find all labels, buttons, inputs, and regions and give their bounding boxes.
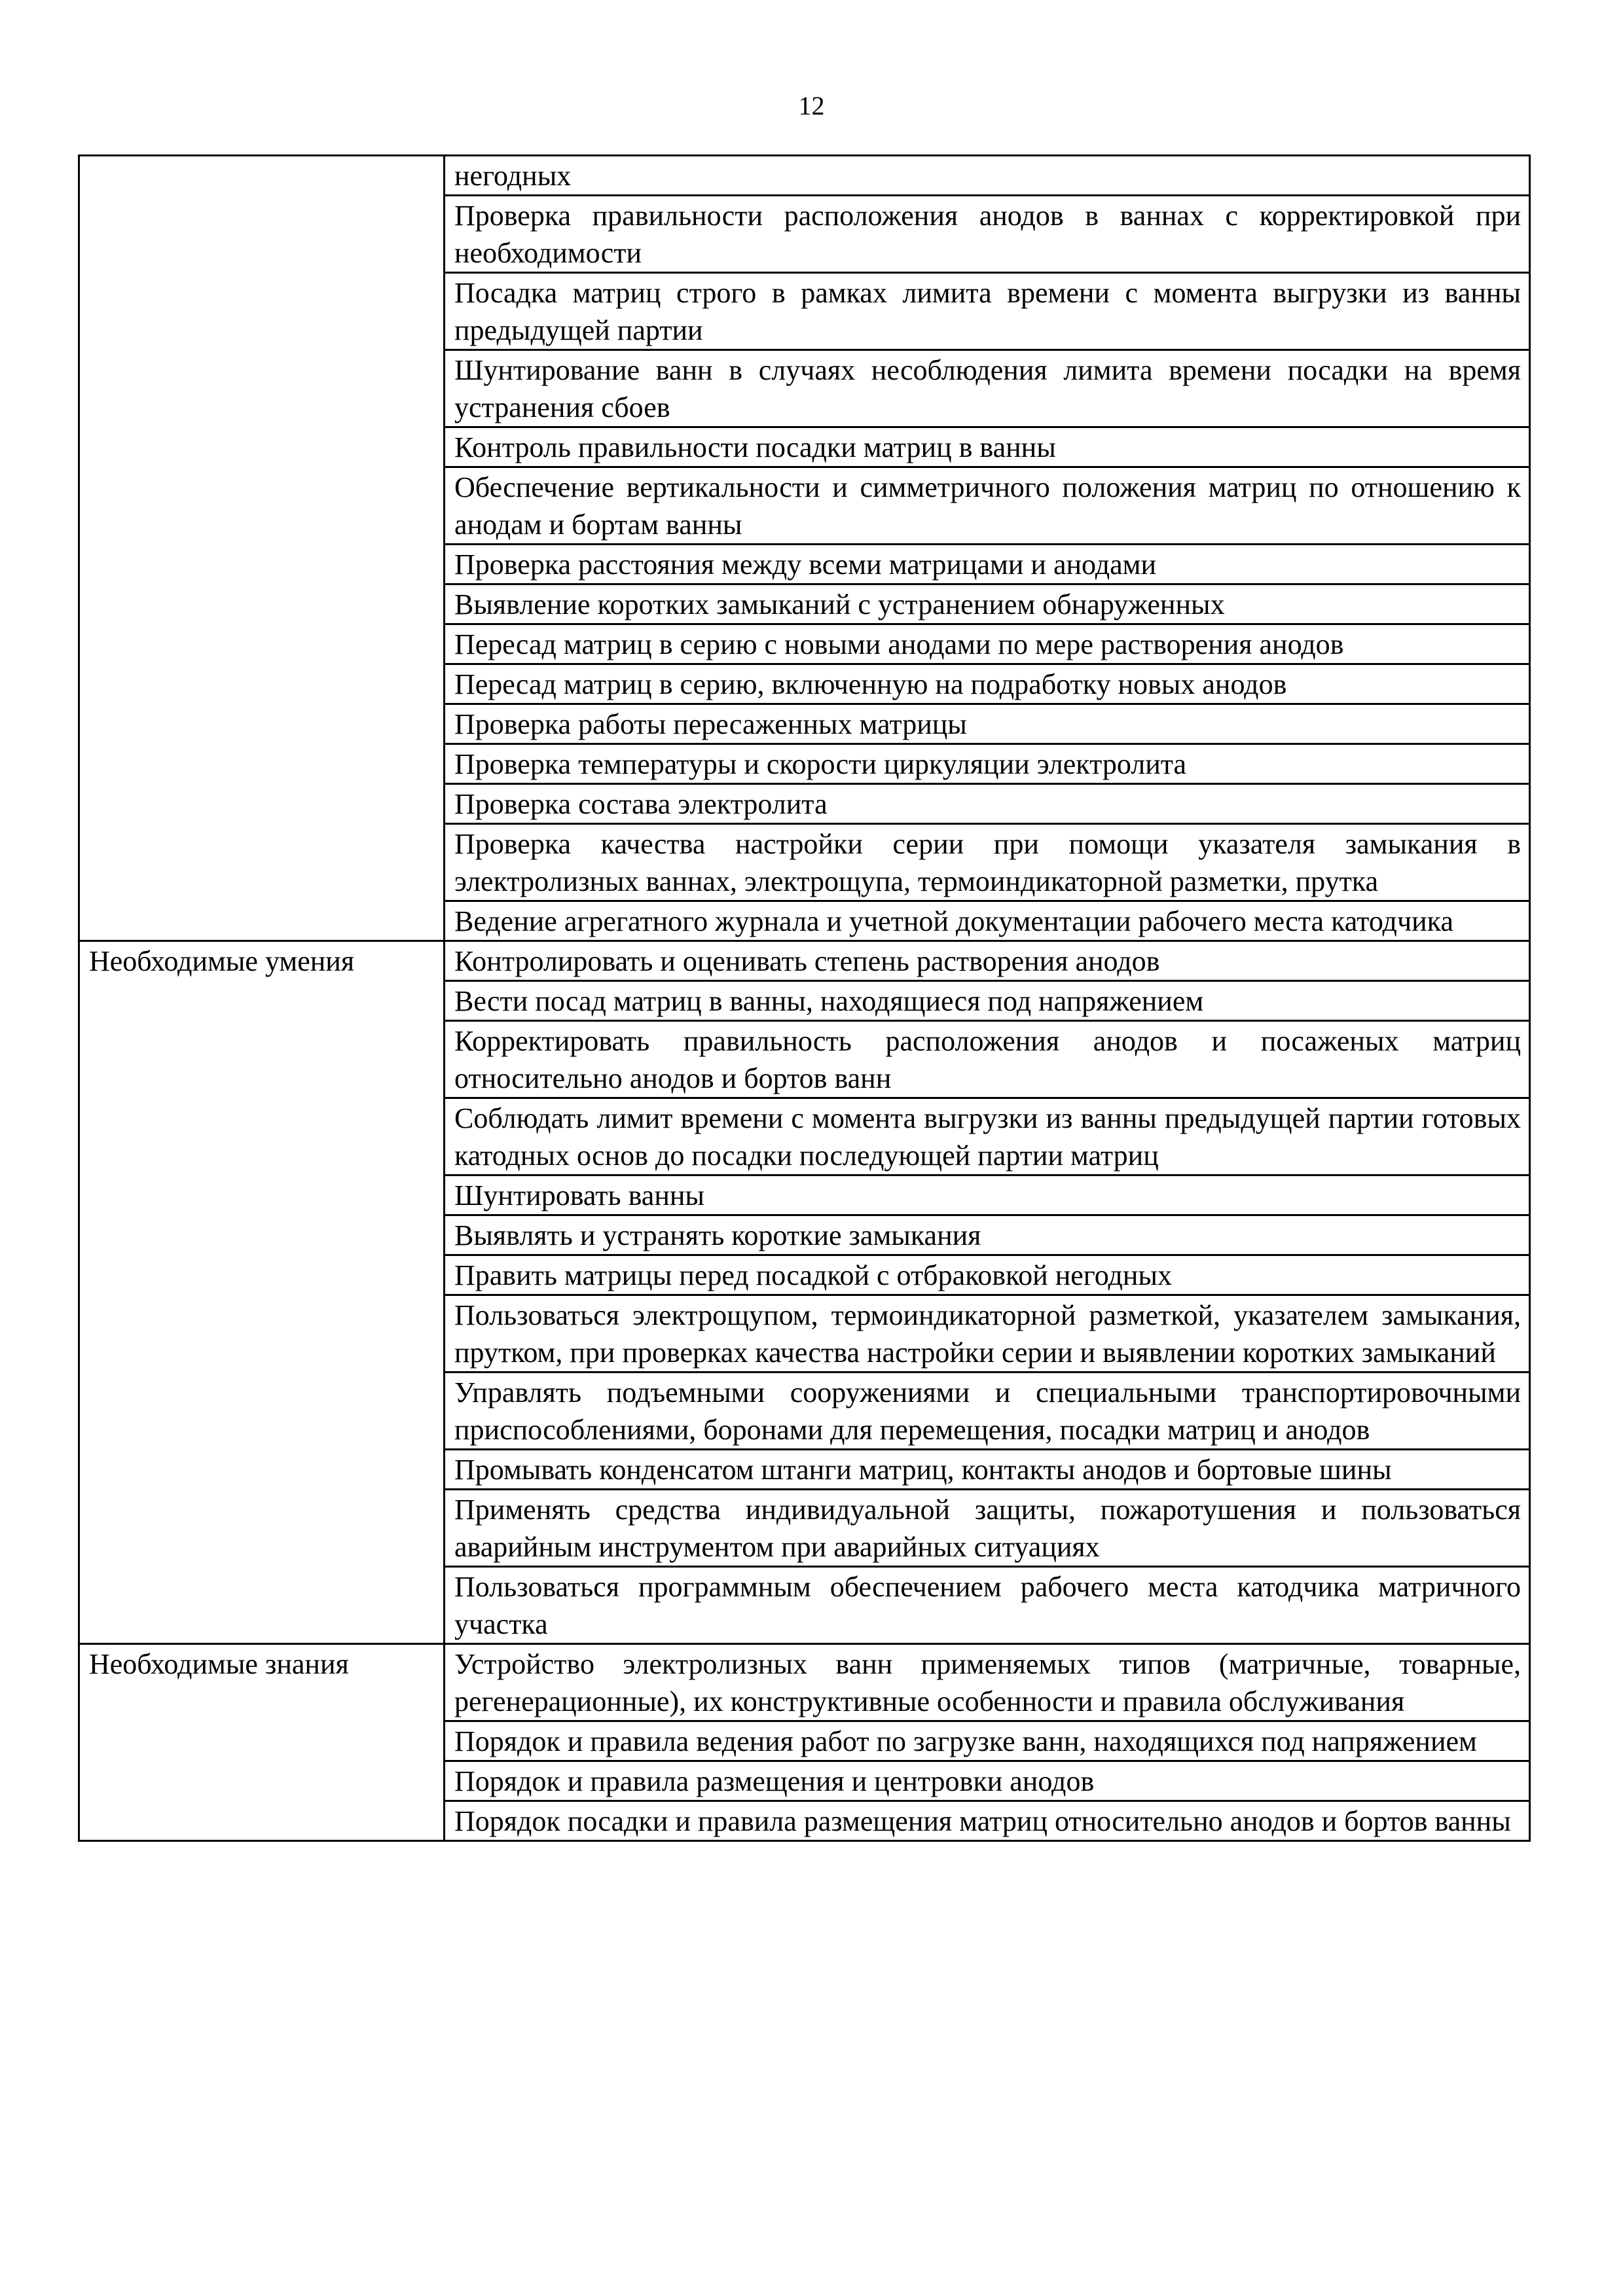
requirement-item: Порядок и правила ведения работ по загрузке ванн, находящихся под напряжением [445, 1721, 1530, 1761]
section-label-empty [79, 156, 445, 941]
requirement-item: Шунтирование ванн в случаях несоблюдения лимита времени посадки на время устранения сбоев [445, 350, 1530, 427]
requirement-item: Контроль правильности посадки матриц в ванны [445, 427, 1530, 467]
requirement-item: Применять средства индивидуальной защиты, пожаротушения и пользоваться аварийным инструментом при аварийных ситуациях [445, 1490, 1530, 1567]
table-row [79, 1644, 1530, 1721]
section-label: Необходимые знания [79, 1644, 445, 1841]
requirement-item: Проверка состава электролита [445, 784, 1530, 824]
requirement-item: Порядок посадки и правила размещения матриц относительно анодов и бортов ванны [445, 1801, 1530, 1841]
requirement-item: Корректировать правильность расположения анодов и посаженых матриц относительно анодов и бортов ванн [445, 1021, 1530, 1098]
table-row [79, 156, 1530, 196]
requirement-item: Посадка матриц строго в рамках лимита времени с момента выгрузки из ванны предыдущей партии [445, 273, 1530, 350]
requirement-item: Пользоваться электрощупом, термоиндикаторной разметкой, указателем замыкания, прутком, при проверках качества настройки серии и выявлении коротких замыканий [445, 1295, 1530, 1372]
requirement-item: Выявлять и устранять короткие замыкания [445, 1215, 1530, 1255]
requirement-item: Выявление коротких замыканий с устранением обнаруженных [445, 584, 1530, 624]
requirement-item: Ведение агрегатного журнала и учетной документации рабочего места катодчика [445, 901, 1530, 941]
requirement-item: Проверка правильности расположения анодов в ваннах с корректировкой при необходимости [445, 196, 1530, 273]
table-row [79, 941, 1530, 981]
requirement-item: Промывать конденсатом штанги матриц, контакты анодов и бортовые шины [445, 1450, 1530, 1490]
requirements-table [78, 154, 1531, 1842]
requirement-item: Пересад матриц в серию, включенную на подработку новых анодов [445, 664, 1530, 704]
section-label: Необходимые умения [79, 941, 445, 1644]
requirement-item: Проверка работы пересаженных матрицы [445, 704, 1530, 744]
requirement-item: Пересад матриц в серию с новыми анодами по мере растворения анодов [445, 624, 1530, 664]
requirement-item: Обеспечение вертикальности и симметричного положения матриц по отношению к анодам и бортам ванны [445, 467, 1530, 545]
requirement-item: Соблюдать лимит времени с момента выгрузки из ванны предыдущей партии готовых катодных основ до посадки последующей партии матриц [445, 1098, 1530, 1175]
requirement-item: негодных [445, 156, 1530, 196]
page-number: 12 [798, 91, 825, 120]
requirement-item: Порядок и правила размещения и центровки анодов [445, 1761, 1530, 1801]
requirement-item: Править матрицы перед посадкой с отбраковкой негодных [445, 1255, 1530, 1295]
requirement-item: Вести посад матриц в ванны, находящиеся под напряжением [445, 981, 1530, 1021]
requirement-item: Устройство электролизных ванн применяемых типов (матричные, товарные, регенерационные), их конструктивные особенности и правила обслуживания [445, 1644, 1530, 1721]
requirement-item: Контролировать и оценивать степень растворения анодов [445, 941, 1530, 981]
requirement-item: Проверка качества настройки серии при помощи указателя замыкания в электролизных ваннах, электрощупа, термоиндикаторной разметки, прутка [445, 824, 1530, 901]
requirement-item: Шунтировать ванны [445, 1175, 1530, 1215]
requirement-item: Проверка температуры и скорости циркуляции электролита [445, 744, 1530, 784]
table-body [79, 156, 1530, 1841]
requirement-item: Пользоваться программным обеспечением рабочего места катодчика матричного участка [445, 1567, 1530, 1644]
requirement-item: Проверка расстояния между всеми матрицами и анодами [445, 545, 1530, 584]
requirement-item: Управлять подъемными сооружениями и специальными транспортировочными приспособлениями, боронами для перемещения, посадки матриц и анодов [445, 1372, 1530, 1450]
